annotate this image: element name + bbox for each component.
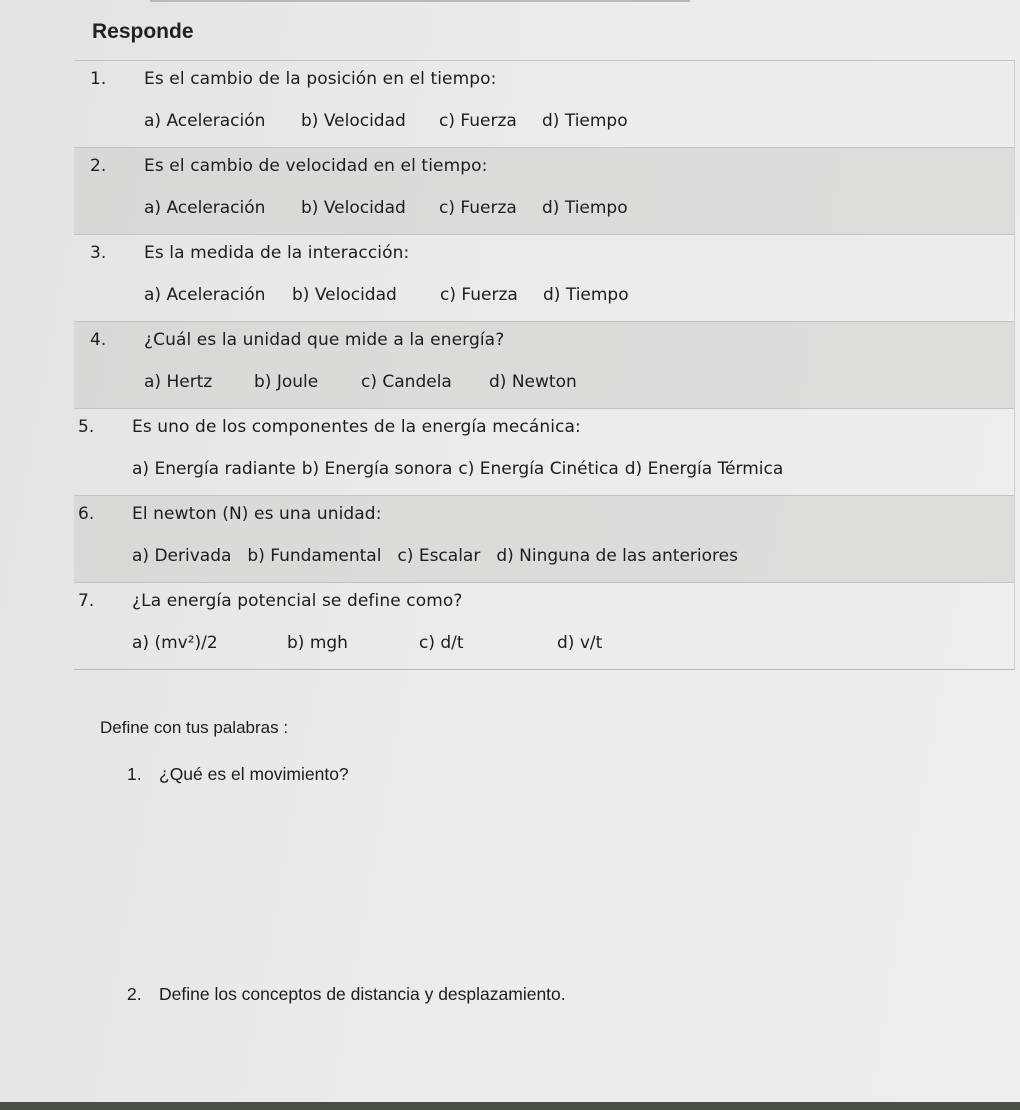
question-number: 3. [90,243,107,263]
option-b: b) Velocidad [301,111,406,131]
question-row [74,147,1014,234]
question-number: 5. [78,417,95,437]
option-a: a) Derivada [132,546,232,566]
option-c: c) Fuerza [439,198,517,218]
question-row [74,61,1014,147]
option-b: b) Joule [254,372,319,392]
question-row [74,582,1014,669]
option-c: c) Fuerza [440,285,518,305]
options-row [132,546,992,570]
question-row [74,408,1014,495]
option-b: b) Fundamental [247,546,382,566]
option-a: a) Aceleración [144,111,266,131]
define-section-title: Define con tus palabras : [100,718,289,737]
option-c: c) Energía Cinética [458,459,619,479]
question-text: ¿Cuál es la unidad que mide a la energía? [144,330,505,350]
question-number: 4. [90,330,107,350]
option-a: a) Aceleración [144,198,266,218]
option-d: d) Tiempo [543,285,629,305]
option-d: d) v/t [557,633,603,653]
question-text: El newton (N) es una unidad: [132,504,382,524]
question-number: 2. [90,156,107,176]
option-c: c) Escalar [397,546,481,566]
option-a: a) Aceleración [144,285,266,305]
options-row [144,285,1004,309]
question-row [74,321,1014,408]
options-row [132,459,992,483]
option-d: d) Tiempo [542,198,628,218]
question-number: 7. [78,591,95,611]
define-question [127,764,349,785]
quiz-table [74,60,1015,670]
option-b: b) Energía sonora [301,459,453,479]
option-a: a) (mv²)/2 [132,633,218,653]
option-b: b) mgh [287,633,348,653]
section-title: Responde [92,20,194,43]
define-question-number: 2. [127,984,142,1004]
option-d: d) Ninguna de las anteriores [496,546,738,566]
option-d: d) Newton [489,372,577,392]
options-row [132,633,992,657]
question-row [74,234,1014,321]
question-text: Es el cambio de la posición en el tiempo: [144,69,497,89]
option-c: c) Fuerza [439,111,517,131]
option-c: c) Candela [361,372,452,392]
page-top-rule [150,0,690,2]
define-question-number: 1. [127,764,142,784]
question-number: 1. [90,69,107,89]
options-row [144,198,1004,222]
option-b: b) Velocidad [301,198,406,218]
option-d: d) Energía Térmica [624,459,784,479]
question-text: Es uno de los componentes de la energía mecánica: [132,417,581,437]
question-text: Es la medida de la interacción: [144,243,410,263]
question-number: 6. [78,504,95,524]
question-text: ¿La energía potencial se define como? [132,591,463,611]
option-a: a) Hertz [144,372,213,392]
define-question [127,984,566,1005]
question-row [74,495,1014,582]
option-c: c) d/t [419,633,464,653]
page-bottom-edge [0,1102,1020,1110]
define-question-text: ¿Qué es el movimiento? [159,764,349,784]
options-row [144,111,1004,135]
define-question-text: Define los conceptos de distancia y desplazamiento. [159,984,566,1004]
option-a: a) Energía radiante [132,459,296,479]
option-d: d) Tiempo [542,111,628,131]
question-text: Es el cambio de velocidad en el tiempo: [144,156,488,176]
options-row [144,372,1004,396]
option-b: b) Velocidad [292,285,397,305]
